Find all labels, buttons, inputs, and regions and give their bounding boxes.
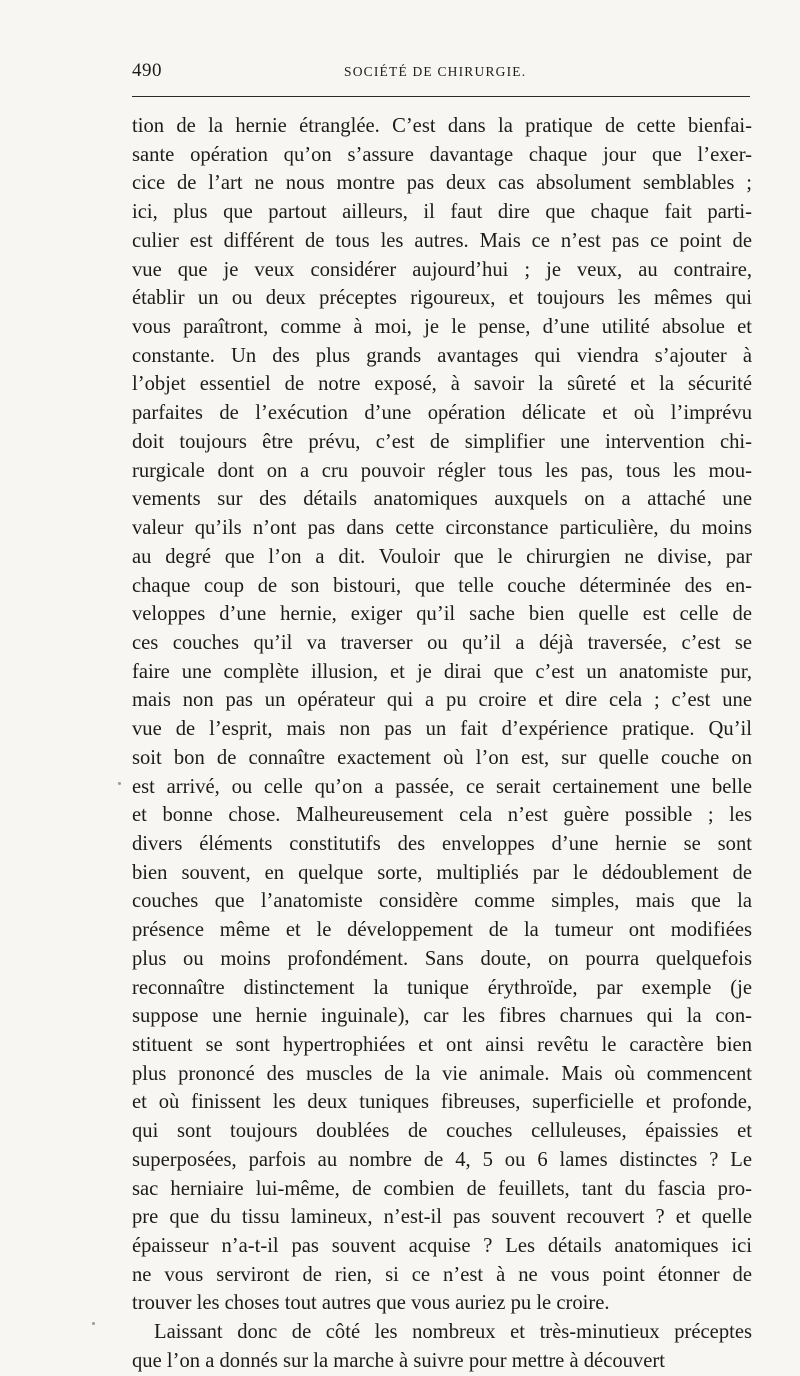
text-line: chaque coup de son bistouri, que telle couche déterminée des en- <box>132 574 752 597</box>
paragraph <box>132 1318 752 1375</box>
text-line: doit toujours être prévu, c’est de simplifier une intervention chi- <box>132 430 752 453</box>
header-rule <box>132 96 750 97</box>
text-line: superposées, parfois au nombre de 4, 5 ou 6 lames distinctes ? Le <box>132 1148 752 1171</box>
text-line: bien souvent, en quelque sorte, multipliés par le dédoublement de <box>132 861 752 884</box>
text-line: sante opération qu’on s’assure davantage chaque jour que l’exer- <box>132 143 752 166</box>
text-line: reconnaître distinctement la tunique érythroïde, par exemple (je <box>132 976 752 999</box>
text-line: établir un ou deux préceptes rigoureux, et toujours les mêmes qui <box>132 287 752 310</box>
text-line: suppose une hernie inguinale), car les fibres charnues qui la con- <box>132 1005 752 1028</box>
text-line: vements sur des détails anatomiques auxquels on a attaché une <box>132 488 752 511</box>
text-line: stituent se sont hypertrophiées et ont ainsi revêtu le caractère bien <box>132 1034 752 1056</box>
text-line: vous paraîtront, comme à moi, je le pense, d’une utilité absolue et <box>132 316 752 339</box>
text-line: vue de l’esprit, mais non pas un fait d’expérience pratique. Qu’il <box>132 718 752 741</box>
text-line: pre que du tissu lamineux, n’est-il pas souvent recouvert ? et quelle <box>132 1206 752 1229</box>
text-line: que l’on a donnés sur la marche à suivre pour mettre à découvert <box>132 1349 665 1372</box>
text-line: et bonne chose. Malheureusement cela n’est guère possible ; les <box>132 804 752 827</box>
text-line: l’objet essentiel de notre exposé, à savoir la sûreté et la sécurité <box>132 373 752 396</box>
page-header <box>132 56 750 90</box>
text-line: veloppes d’une hernie, exiger qu’il sache bien quelle est celle de <box>132 603 752 626</box>
text-line: rurgicale dont on a cru pouvoir régler tous les pas, tous les mou- <box>132 459 752 482</box>
running-title: SOCIÉTÉ DE CHIRURGIE. <box>344 64 527 79</box>
text-line: et où finissent les deux tuniques fibreuses, superficielle et profonde, <box>132 1091 752 1114</box>
text-line: ne vous serviront de rien, si ce n’est à ne vous point étonner de <box>132 1263 752 1286</box>
paragraph <box>132 112 752 1318</box>
body-text <box>132 112 752 1376</box>
text-line: vue que je veux considérer aujourd’hui ; je veux, au contraire, <box>132 258 752 281</box>
text-line: plus prononcé des muscles de la vie animale. Mais où commencent <box>132 1062 752 1085</box>
text-line: ces couches qu’il va traverser ou qu’il a déjà traversée, c’est se <box>132 631 752 654</box>
text-line: constante. Un des plus grands avantages qui viendra s’ajouter à <box>132 344 752 367</box>
text-line: couches que l’anatomiste considère comme simples, mais que la <box>132 890 752 913</box>
text-line: divers éléments constitutifs des enveloppes d’une hernie se sont <box>132 832 752 855</box>
text-line: valeur qu’ils n’ont pas dans cette circonstance particulière, du moins <box>132 517 752 540</box>
text-line: trouver les choses tout autres que vous auriez pu le croire. <box>132 1292 610 1315</box>
text-line: est arrivé, ou celle qu’on a passée, ce serait certainement une belle <box>132 775 752 798</box>
text-line: mais non pas un opérateur qui a pu croire et dire cela ; c’est une <box>132 689 752 712</box>
text-line: plus ou moins profondément. Sans doute, on pourra quelquefois <box>132 947 752 970</box>
text-line: au degré que l’on a dit. Vouloir que le chirurgien ne divise, par <box>132 545 752 568</box>
text-line: Laissant donc de côté les nombreux et très-minutieux préceptes <box>154 1321 752 1344</box>
text-line: soit bon de connaître exactement où l’on est, sur quelle couche on <box>132 746 752 769</box>
text-line: tion de la hernie étranglée. C’est dans la pratique de cette bienfai- <box>132 115 752 137</box>
text-line: présence même et le développement de la tumeur ont modifiées <box>132 919 752 942</box>
paper-speck <box>118 782 121 785</box>
text-line: parfaites de l’exécution d’une opération délicate et où l’imprévu <box>132 402 752 425</box>
text-line: cice de l’art ne nous montre pas deux cas absolument semblables ; <box>132 172 752 195</box>
text-line: faire une complète illusion, et je dirai que c’est un anatomiste pur, <box>132 660 752 683</box>
text-line: épaisseur n’a-t-il pas souvent acquise ? Les détails anatomiques ici <box>132 1235 752 1258</box>
paper-speck <box>92 1322 95 1325</box>
text-line: sac herniaire lui-même, de combien de feuillets, tant du fascia pro- <box>132 1177 752 1200</box>
text-line: culier est différent de tous les autres. Mais ce n’est pas ce point de <box>132 229 752 252</box>
text-line: ici, plus que partout ailleurs, il faut dire que chaque fait parti- <box>132 201 752 224</box>
text-line: qui sont toujours doublées de couches celluleuses, épaissies et <box>132 1120 752 1143</box>
page-number: 490 <box>132 60 162 81</box>
